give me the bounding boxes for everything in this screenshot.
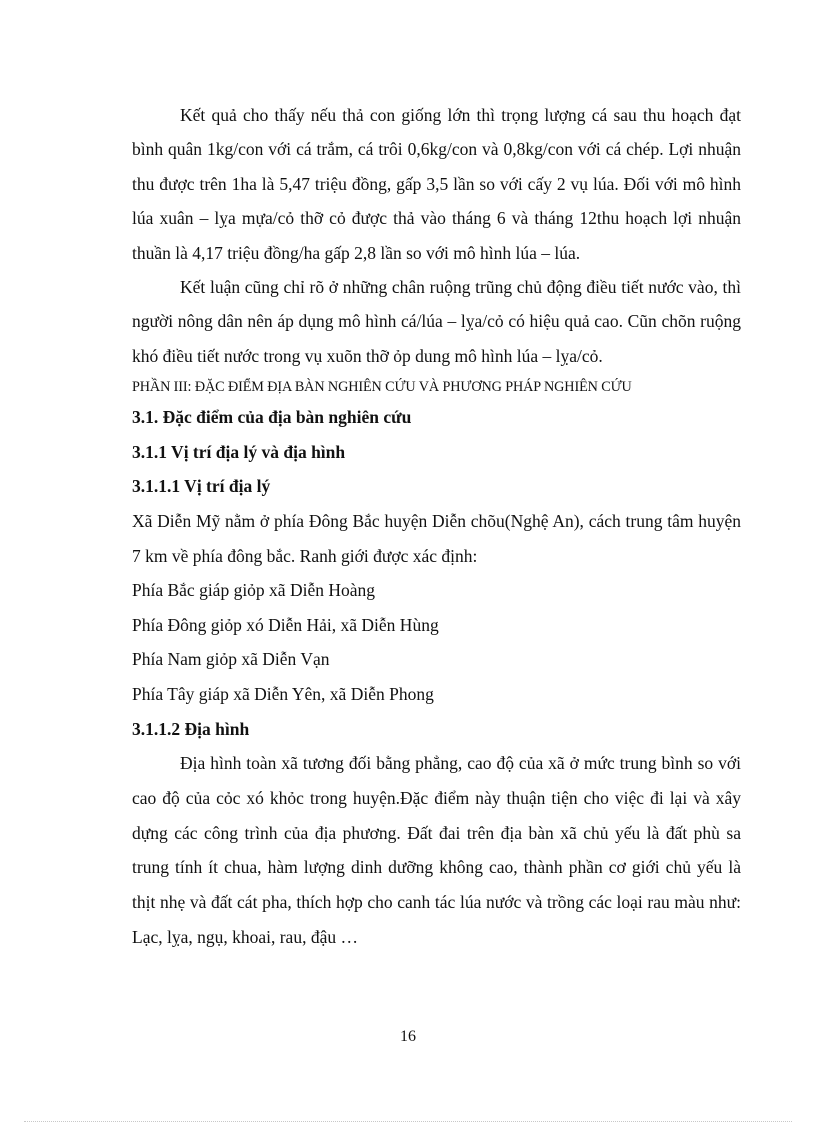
paragraph-location: Xã Diễn Mỹ nằm ở phía Đông Bắc huyện Diễn chõu(Nghệ An), cách trung tâm huyện 7 km về phía đông bắc. Ranh giới được xác định: bbox=[132, 511, 741, 566]
section-heading-3-1: 3.1. Đặc điểm của địa bàn nghiên cứu bbox=[132, 407, 412, 428]
boundary-south: Phía Nam giỏp xã Diễn Vạn bbox=[132, 649, 330, 670]
paragraph-fish-results: Kết quả cho thấy nếu thả con giống lớn thì trọng lượng cá sau thu hoạch đạt bình quân 1kg/con với cá trắm, cá trôi 0,6kg/con và 0,8kg/con với cá chép. Lợi nhuận thu được trên 1ha là 5,47 triệu đồng, gấp 3,5 lần so với cấy 2 vụ lúa. Đối với mô hình lúa xuân – lỵa mựa/cỏ thỡ cỏ được thả vào tháng 6 và tháng 12thu hoạch lợi nhuận thuần là 4,17 triệu đồng/ha gấp 2,8 lần so với mô hình lúa – lúa. bbox=[132, 105, 741, 263]
section-heading-3-1-1: 3.1.1 Vị trí địa lý và địa hình bbox=[132, 441, 346, 462]
page-number: 16 bbox=[400, 1028, 416, 1045]
boundary-east: Phía Đông giỏp xó Diễn Hải, xã Diễn Hùng bbox=[132, 614, 439, 635]
paragraph-conclusion: Kết luận cũng chỉ rõ ở những chân ruộng trũng chủ động điều tiết nước vào, thì người nông dân nên áp dụng mô hình cá/lúa – lỵa/cỏ có hiệu quả cao. Cũn chõn ruộng khó điều tiết nước trong vụ xuõn thỡ ỏp dung mô hình lúa – lỵa/cỏ. bbox=[132, 277, 741, 366]
page-bottom-divider bbox=[24, 1121, 792, 1122]
boundary-west: Phía Tây giáp xã Diễn Yên, xã Diễn Phong bbox=[132, 684, 434, 704]
page-body bbox=[132, 98, 741, 954]
section-heading-3-1-1-1: 3.1.1.1 Vị trí địa lý bbox=[132, 476, 271, 497]
boundary-north: Phía Bắc giáp giỏp xã Diễn Hoàng bbox=[132, 580, 376, 601]
part-heading: PHẦN III: ĐẶC ĐIỂM ĐỊA BÀN NGHIÊN CỨU VÀ PHƯƠNG PHÁP NGHIÊN CỨU bbox=[132, 379, 632, 396]
section-heading-3-1-1-2: 3.1.1.2 Địa hình bbox=[132, 718, 250, 739]
paragraph-terrain: Địa hình toàn xã tương đối bằng phẳng, cao độ của xã ở mức trung bình so với cao độ của cỏc xó khỏc trong huyện.Đặc điểm này thuận tiện cho việc đi lại và xây dựng các công trình của địa phương. Đất đai trên địa bàn xã chủ yếu là đất phù sa trung tính ít chua, hàm lượng dinh dưỡng không cao, thành phần cơ giới chủ yếu là thịt nhẹ và đất cát pha, thích hợp cho canh tác lúa nước và trồng các loại rau màu như: Lạc, lỵa, ngụ, khoai, rau, đậu … bbox=[132, 753, 741, 947]
